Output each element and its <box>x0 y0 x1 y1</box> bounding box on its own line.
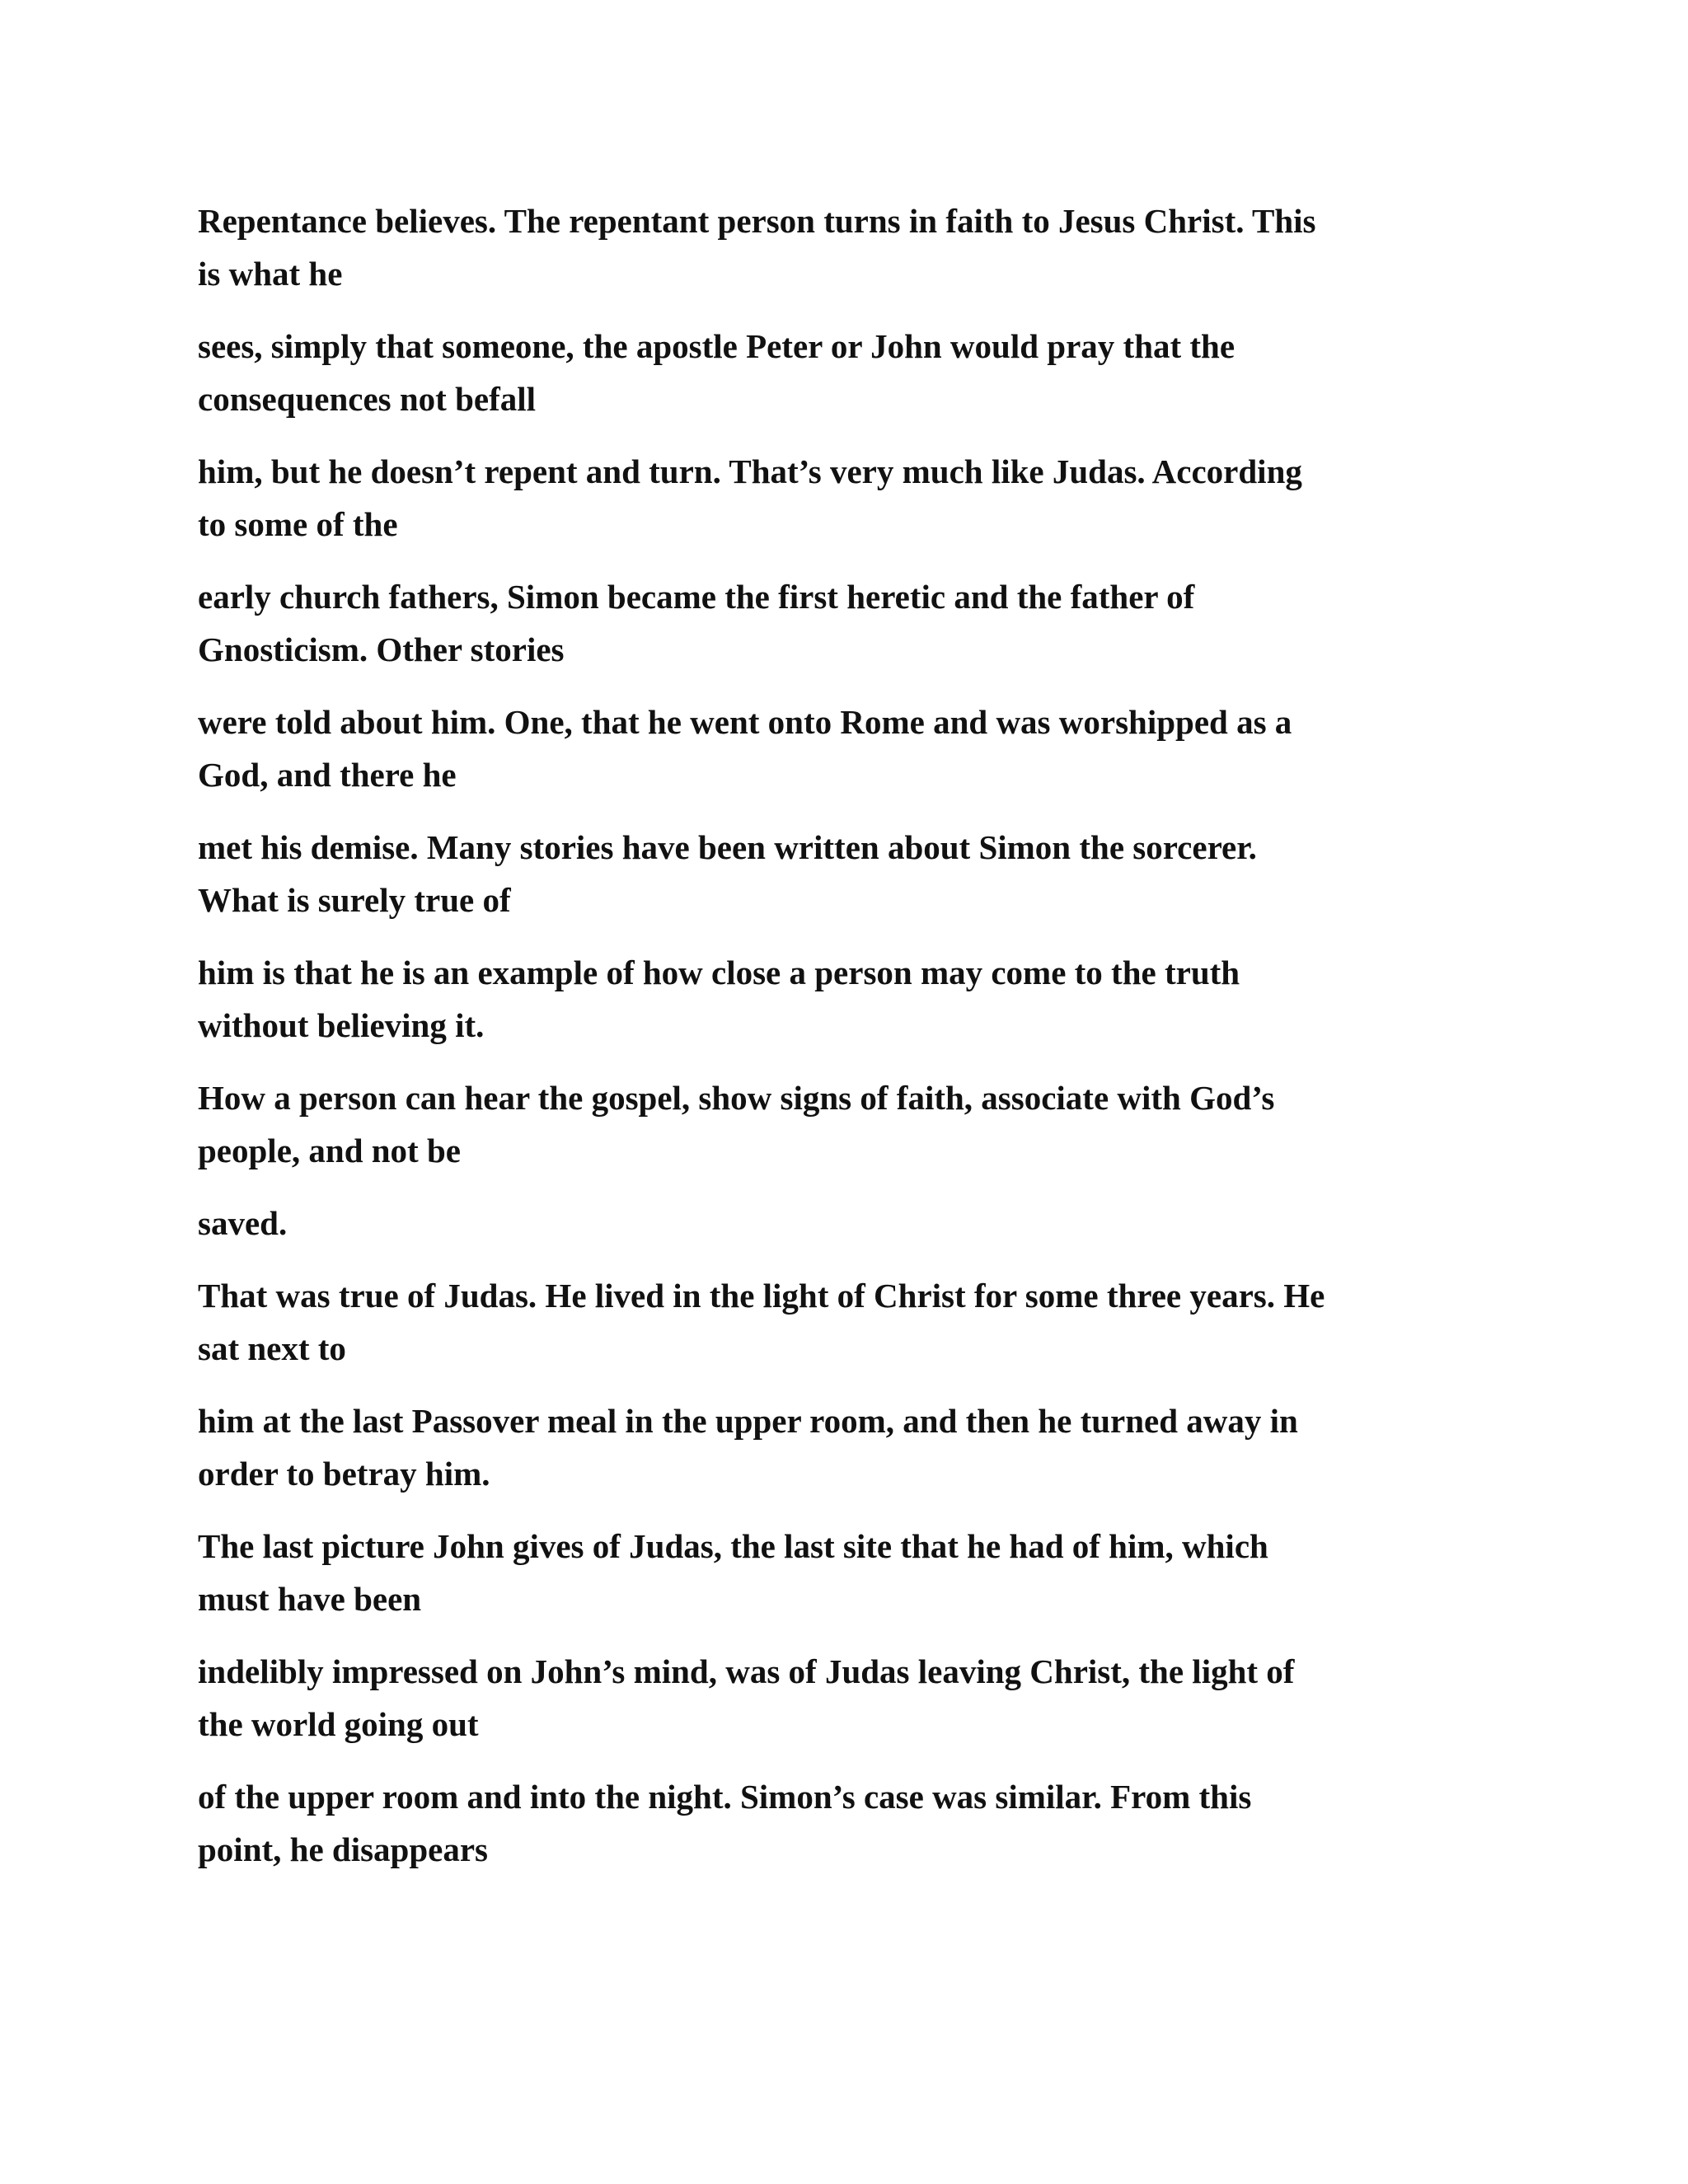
text-line: point, he disappears <box>198 1830 489 1868</box>
text-line: How a person can hear the gospel, show signs of faith, associate with God’s <box>198 1079 1275 1117</box>
paragraph <box>198 1071 1500 1177</box>
text-line: people, and not be <box>198 1132 461 1169</box>
body-text <box>198 194 1500 1896</box>
text-line: were told about him. One, that he went onto Rome and was worshipped as a <box>198 703 1292 741</box>
paragraph <box>198 570 1500 676</box>
paragraph <box>198 1197 1500 1249</box>
text-line: of the upper room and into the night. Simon’s case was similar. From this <box>198 1778 1252 1816</box>
text-line: saved. <box>198 1204 288 1242</box>
paragraph <box>198 946 1500 1052</box>
paragraph <box>198 1770 1500 1876</box>
text-line: order to betray him. <box>198 1455 490 1493</box>
text-line: sees, simply that someone, the apostle Peter or John would pray that the <box>198 327 1236 365</box>
text-line: Repentance believes. The repentant person turns in faith to Jesus Christ. This <box>198 202 1316 240</box>
text-line: What is surely true of <box>198 881 511 919</box>
text-line: Gnosticism. Other stories <box>198 630 565 668</box>
paragraph <box>198 1394 1500 1500</box>
text-line: The last picture John gives of Judas, the last site that he had of him, which <box>198 1527 1268 1565</box>
text-line: sat next to <box>198 1329 346 1367</box>
paragraph <box>198 1269 1500 1375</box>
text-line: to some of the <box>198 505 398 543</box>
text-line: God, and there he <box>198 756 457 794</box>
paragraph <box>198 821 1500 926</box>
text-line: without believing it. <box>198 1006 485 1044</box>
text-line: must have been <box>198 1580 422 1618</box>
text-line: That was true of Judas. He lived in the light of Christ for some three years. He <box>198 1277 1325 1315</box>
paragraph <box>198 445 1500 551</box>
text-line: is what he <box>198 255 343 293</box>
paragraph <box>198 696 1500 801</box>
paragraph <box>198 1645 1500 1750</box>
paragraph <box>198 194 1500 300</box>
paragraph <box>198 1520 1500 1625</box>
text-line: indelibly impressed on John’s mind, was of Judas leaving Christ, the light of <box>198 1652 1295 1690</box>
text-line: early church fathers, Simon became the first heretic and the father of <box>198 578 1195 616</box>
text-line: him is that he is an example of how close a person may come to the truth <box>198 954 1240 991</box>
text-line: met his demise. Many stories have been written about Simon the sorcerer. <box>198 828 1257 866</box>
paragraph <box>198 320 1500 425</box>
text-line: consequences not befall <box>198 380 536 418</box>
text-line: the world going out <box>198 1705 479 1743</box>
text-line: him at the last Passover meal in the upper room, and then he turned away in <box>198 1402 1298 1440</box>
text-line: him, but he doesn’t repent and turn. That’s very much like Judas. According <box>198 452 1302 490</box>
